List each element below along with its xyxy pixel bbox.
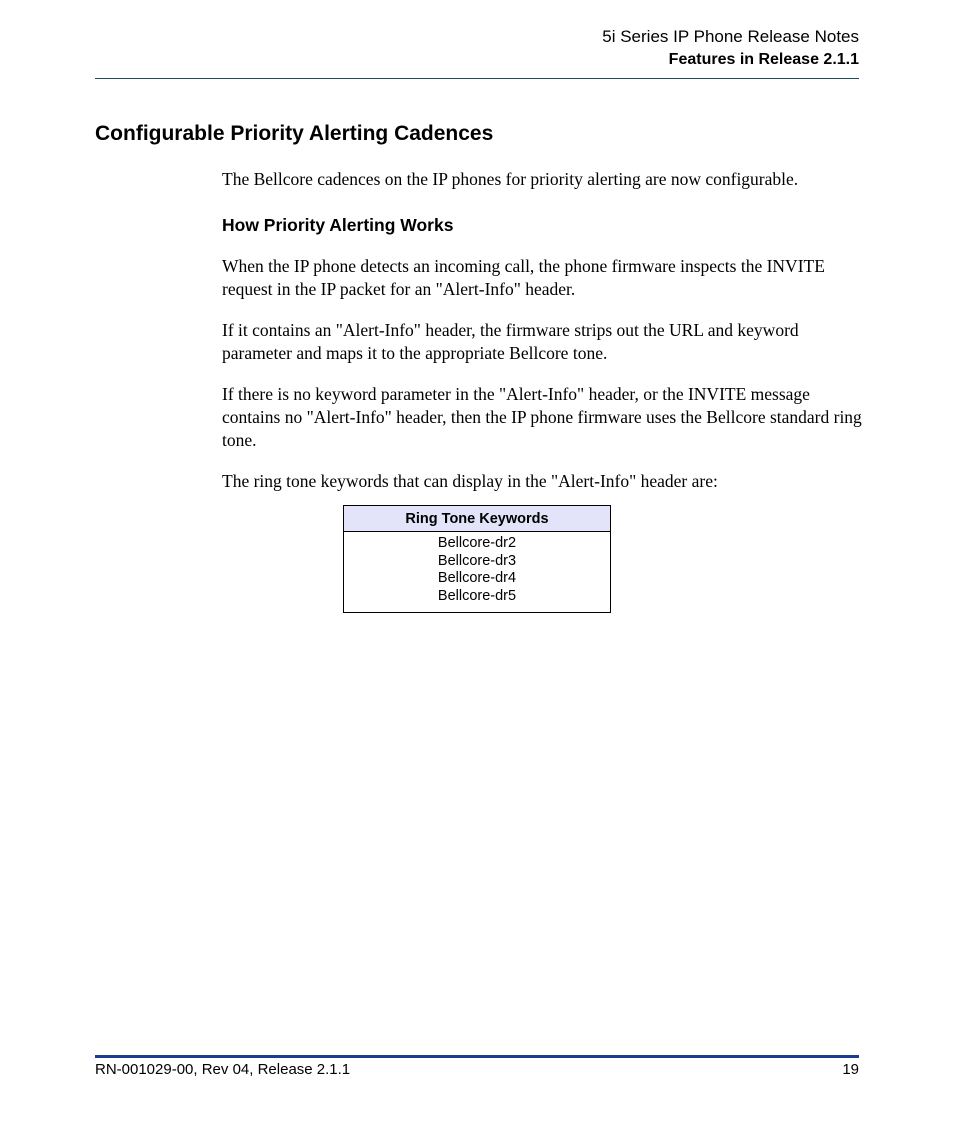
section-body [222, 168, 862, 511]
header-subtitle: Features in Release 2.1.1 [668, 51, 859, 68]
table-header-cell: Ring Tone Keywords [344, 506, 611, 532]
subsection-title: How Priority Alerting Works [222, 215, 454, 235]
table-row [344, 532, 611, 613]
body-paragraph: If there is no keyword parameter in the "Alert-Info" header, or the INVITE message contains no "Alert-Info" header, then the IP phone firmware uses the Bellcore standard ring tone. [222, 384, 862, 450]
section-title: Configurable Priority Alerting Cadences [95, 122, 494, 145]
keyword-item: Bellcore-dr4 [437, 570, 517, 586]
ring-tone-keywords-table [343, 505, 611, 613]
header-title: 5i Series IP Phone Release Notes [602, 27, 859, 46]
header-divider [95, 78, 859, 79]
page-number: 19 [842, 1061, 859, 1078]
intro-paragraph: The Bellcore cadences on the IP phones for priority alerting are now configurable. [222, 169, 799, 189]
footer-doc-id: RN-001029-00, Rev 04, Release 2.1.1 [95, 1061, 351, 1078]
keyword-item: Bellcore-dr3 [437, 552, 517, 569]
body-paragraph: If it contains an "Alert-Info" header, the firmware strips out the URL and keyword parameter and maps it to the appropriate Bellcore tone. [222, 320, 799, 363]
keyword-item: Bellcore-dr5 [437, 587, 517, 604]
keyword-item: Bellcore-dr2 [437, 535, 517, 551]
page-header [95, 26, 859, 72]
footer-divider [95, 1055, 859, 1058]
table-header-row [344, 506, 611, 532]
body-paragraph: When the IP phone detects an incoming call, the phone firmware inspects the INVITE request in the IP packet for an "Alert-Info" header. [222, 256, 825, 299]
keywords-cell [344, 532, 611, 613]
body-paragraph: The ring tone keywords that can display in the "Alert-Info" header are: [222, 471, 718, 491]
